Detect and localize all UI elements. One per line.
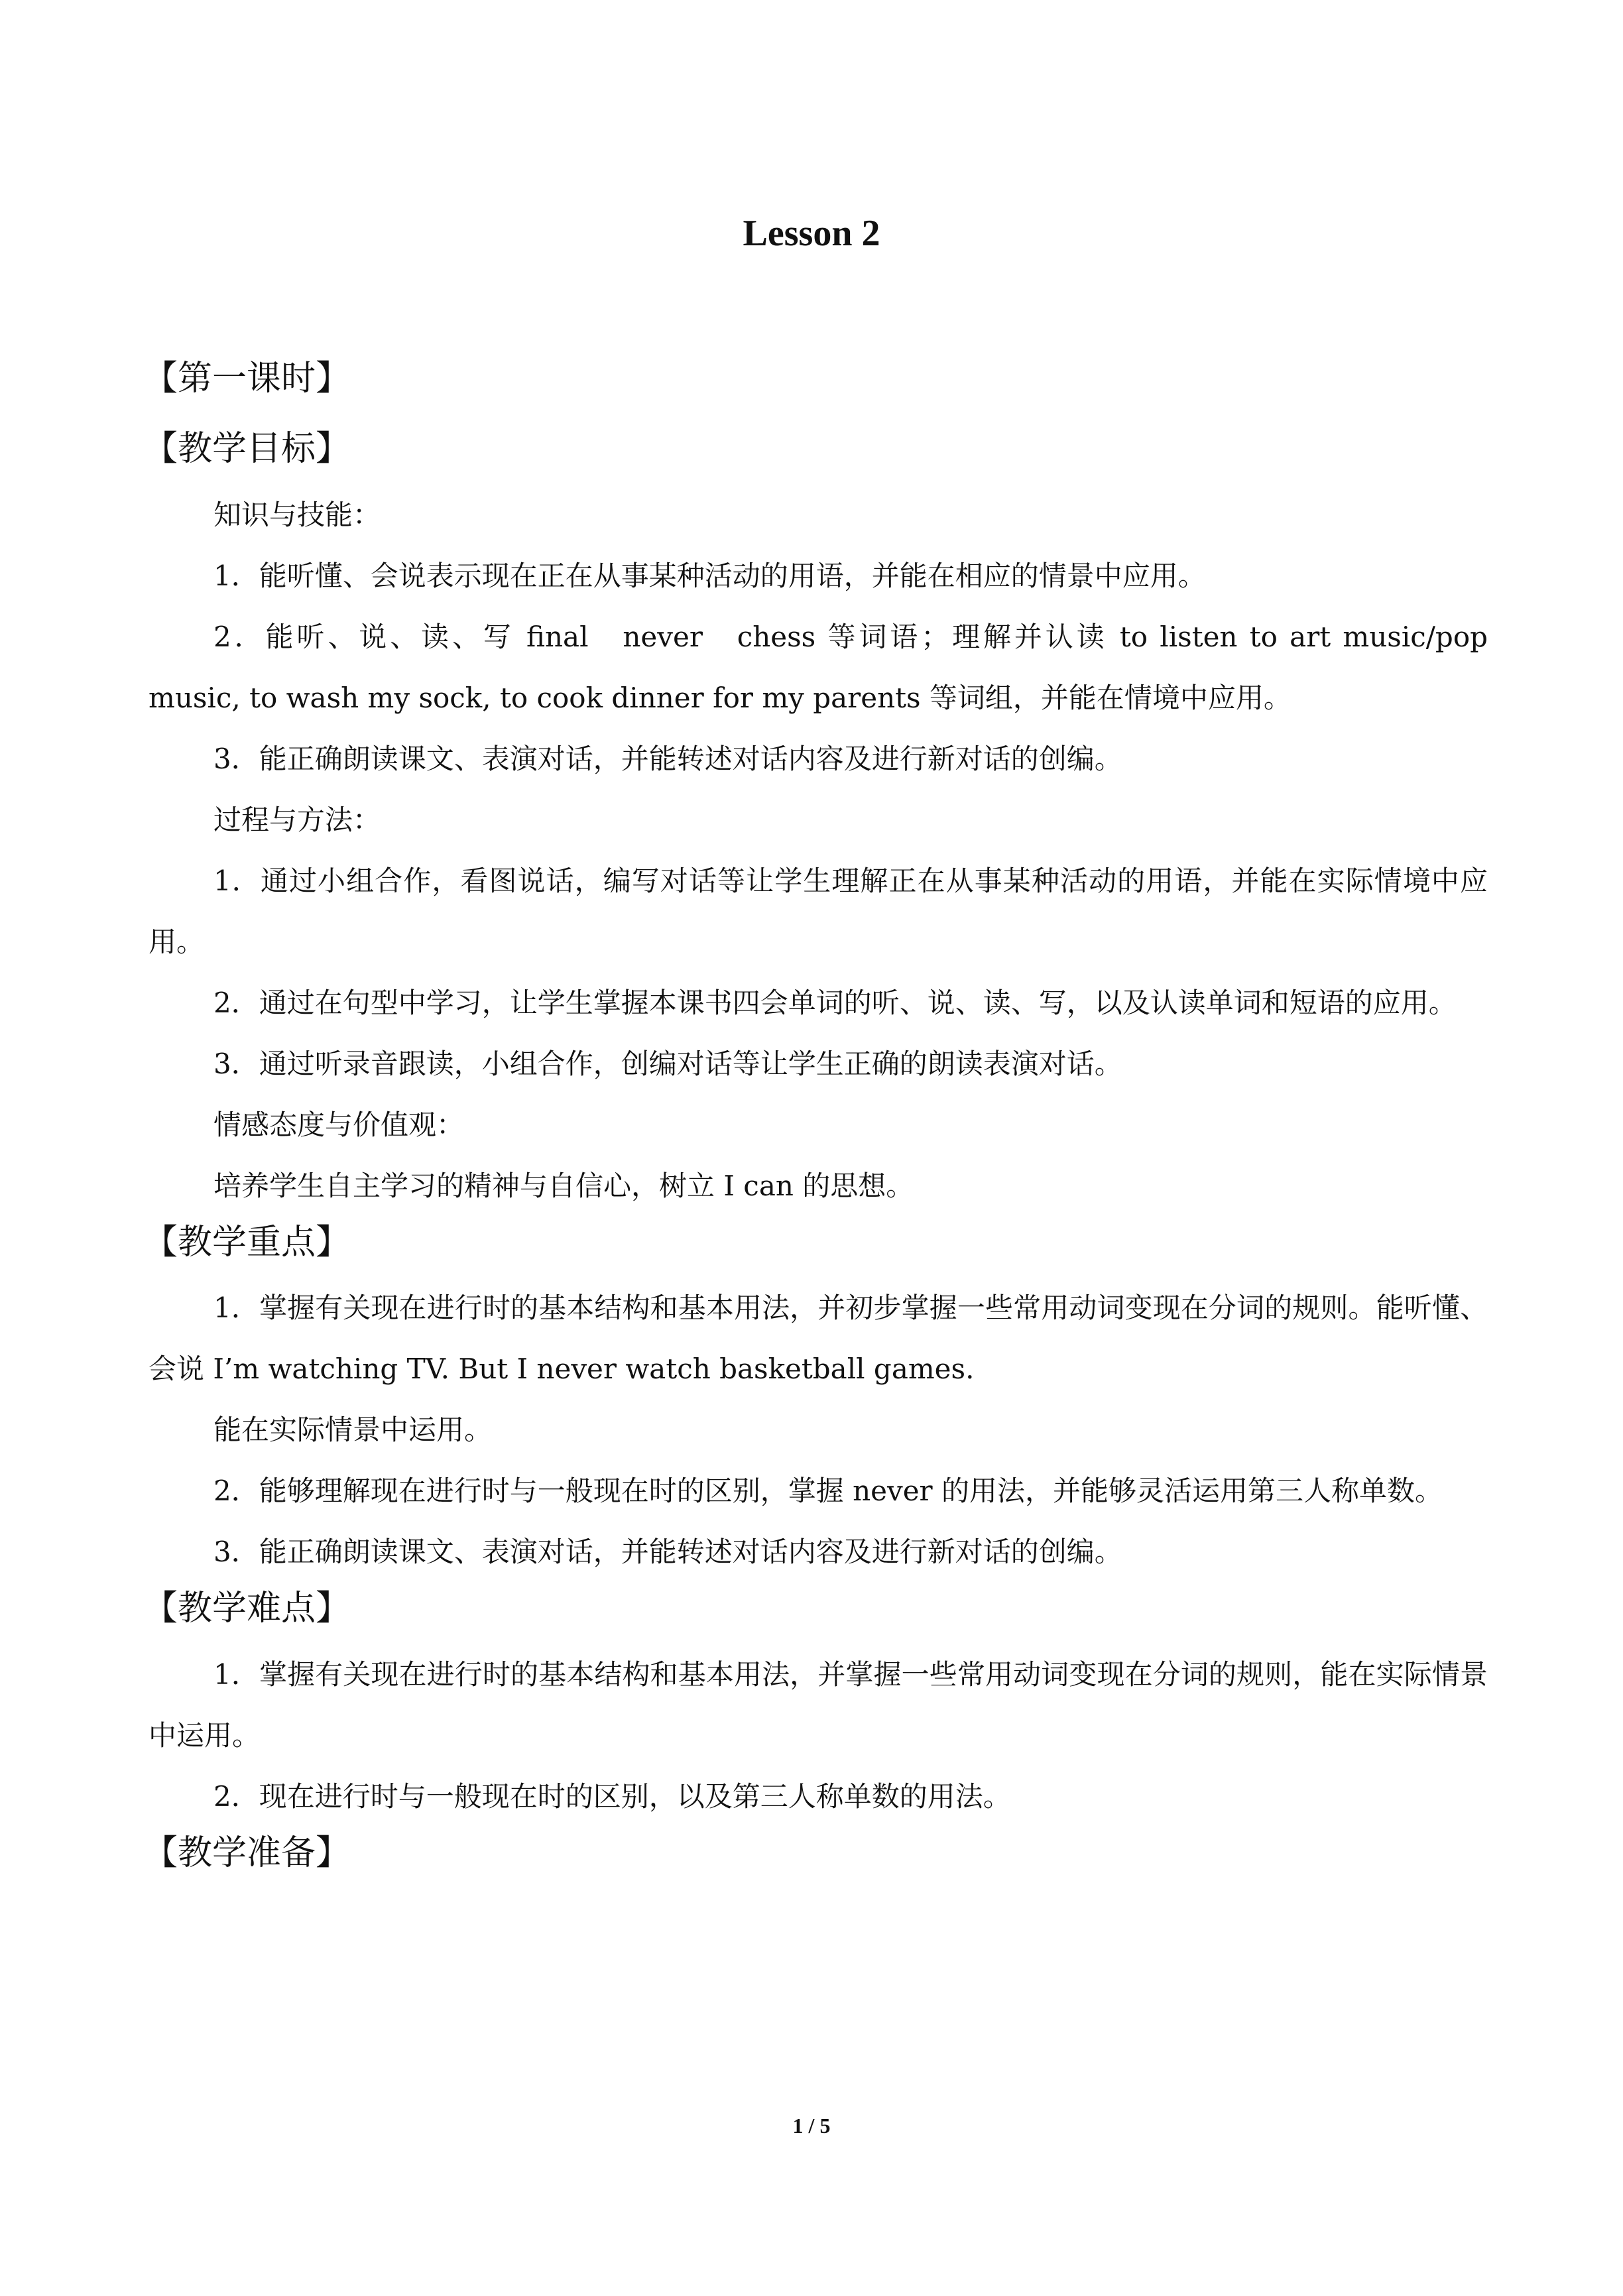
process-item: 1．通过小组合作，看图说话，编写对话等让学生理解正在从事某种活动的用语，并能在实际情境中应用。: [149, 864, 1488, 958]
page-title: Lesson 2: [743, 213, 880, 254]
difficulties-section: [149, 1644, 1488, 1827]
process-item: 2．通过在句型中学习，让学生掌握本课书四会单词的听、说、读、写，以及认读单词和短语的应用。: [213, 986, 1457, 1019]
process-label: 过程与方法：: [213, 803, 381, 836]
key-points-section: [149, 1278, 1488, 1583]
process-item: 3．通过听录音跟读，小组合作，创编对话等让学生正确的朗读表演对话。: [213, 1047, 1122, 1080]
difficulties-heading: 【教学难点】: [143, 1589, 351, 1629]
document-body: [143, 358, 1488, 1874]
difficulty-item: 2．现在进行时与一般现在时的区别，以及第三人称单数的用法。: [213, 1780, 1011, 1813]
knowledge-item: 2．能听、说、读、写 final never chess 等词语；理解并认读 to listen to art music/pop music, to wash my sock, to cook dinner for my parents 等词组，并能在情境中应用。: [149, 620, 1488, 714]
difficulty-item: 1．掌握有关现在进行时的基本结构和基本用法，并掌握一些常用动词变现在分词的规则，能在实际情景中运用。: [149, 1658, 1488, 1752]
attitude-label: 情感态度与价值观：: [213, 1108, 465, 1141]
knowledge-item: 3．能正确朗读课文、表演对话，并能转述对话内容及进行新对话的创编。: [213, 742, 1122, 775]
key-points-heading: 【教学重点】: [143, 1222, 351, 1262]
attitude-text: 培养学生自主学习的精神与自信心，树立 I can 的思想。: [213, 1169, 914, 1202]
knowledge-label: 知识与技能：: [213, 498, 381, 531]
key-point-item: 1．掌握有关现在进行时的基本结构和基本用法，并初步掌握一些常用动词变现在分词的规则。能听懂、会说 I’m watching TV. But I never watch basketball games.: [149, 1292, 1488, 1386]
key-point-item: 能在实际情景中运用。: [213, 1414, 493, 1447]
page-number: 1 / 5: [792, 2114, 831, 2138]
period-heading: 【第一课时】: [143, 359, 351, 398]
preparation-heading: 【教学准备】: [143, 1833, 351, 1873]
key-point-item: 3．能正确朗读课文、表演对话，并能转述对话内容及进行新对话的创编。: [213, 1536, 1122, 1569]
objectives-section: [149, 485, 1488, 1217]
objectives-heading: 【教学目标】: [143, 429, 351, 469]
key-point-item: 2．能够理解现在进行时与一般现在时的区别，掌握 never 的用法，并能够灵活运用第三人称单数。: [213, 1475, 1443, 1508]
knowledge-item: 1．能听懂、会说表示现在正在从事某种活动的用语，并能在相应的情景中应用。: [213, 559, 1206, 592]
